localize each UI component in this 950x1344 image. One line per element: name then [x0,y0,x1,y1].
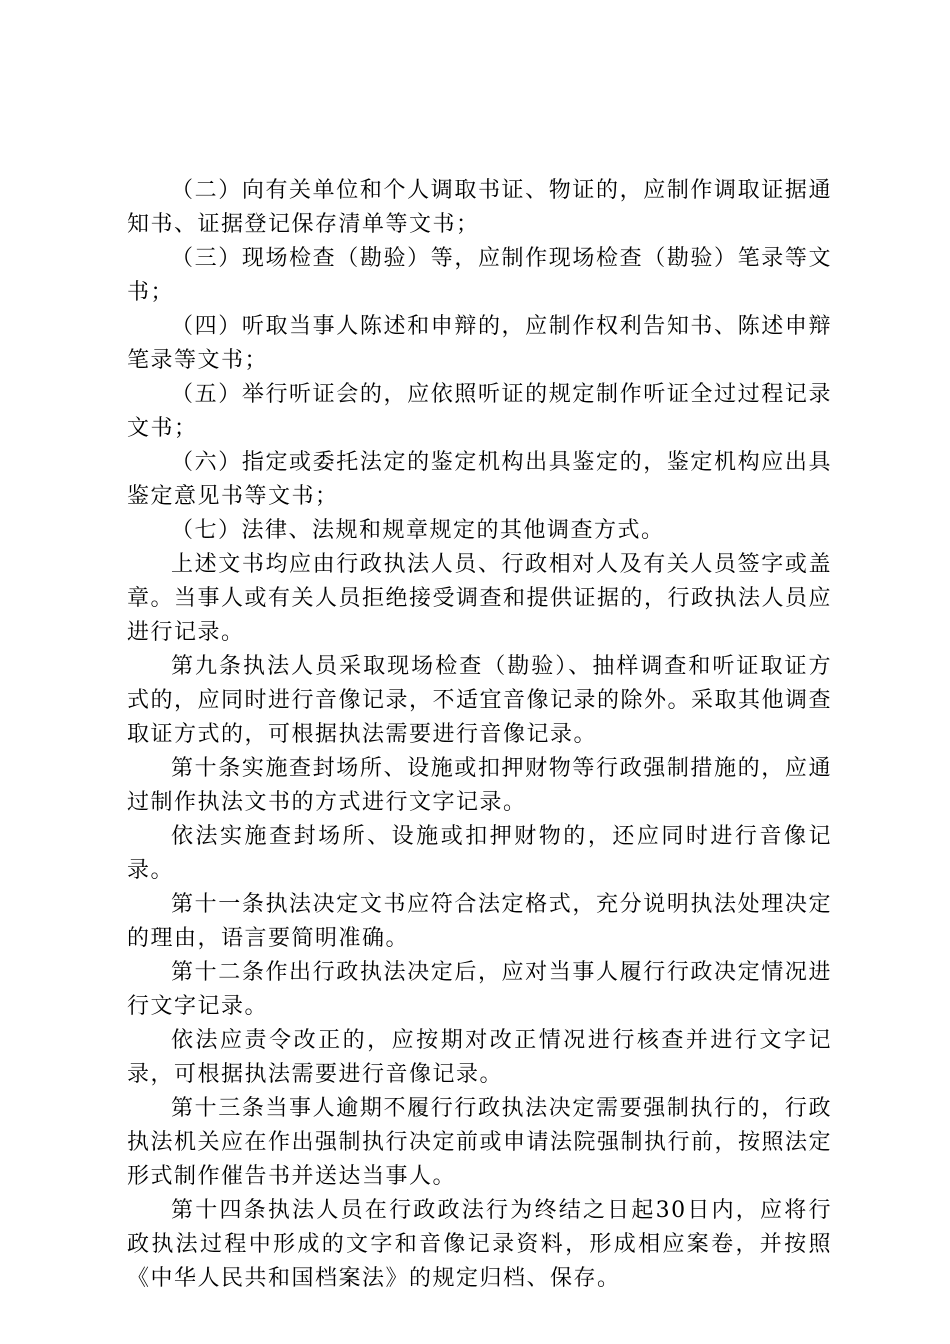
paragraph-clause-2: （二）向有关单位和个人调取书证、物证的，应制作调取证据通知书、证据登记保存清单等文书； [127,178,832,237]
paragraph-clause-6: （六）指定或委托法定的鉴定机构出具鉴定的，鉴定机构应出具鉴定意见书等文书； [127,450,832,509]
paragraph-clause-7: （七）法律、法规和规章规定的其他调查方式。 [171,518,665,543]
document-body [127,174,832,1296]
paragraph-article-14: 第十四条执法人员在行政政法行为终结之日起30日内，应将行政执法过程中形成的文字和音像记录资料，形成相应案卷，并按照《中华人民共和国档案法》的规定归档、保存。 [127,1198,832,1291]
paragraph-clause-4: （四）听取当事人陈述和申辩的，应制作权利告知书、陈述申辩笔录等文书； [127,314,832,373]
paragraph-article-12: 第十二条作出行政执法决定后，应对当事人履行行政决定情况进行文字记录。 [127,960,832,1019]
paragraph-clause-5: （五）举行听证会的，应依照听证的规定制作听证全过过程记录文书； [127,382,832,441]
paragraph-signature-note: 上述文书均应由行政执法人员、行政相对人及有关人员签字或盖章。当事人或有关人员拒绝接受调查和提供证据的，行政执法人员应进行记录。 [127,552,833,645]
paragraph-article-13: 第十三条当事人逾期不履行行政执法决定需要强制执行的，行政执法机关应在作出强制执行决定前或申请法院强制执行前，按照法定形式制作催告书并送达当事人。 [127,1096,833,1189]
paragraph-article-10-supplement: 依法实施查封场所、设施或扣押财物的，还应同时进行音像记录。 [127,824,832,883]
paragraph-article-10: 第十条实施查封场所、设施或扣押财物等行政强制措施的，应通过制作执法文书的方式进行文字记录。 [127,756,832,815]
paragraph-article-11: 第十一条执法决定文书应符合法定格式，充分说明执法处理决定的理由，语言要简明准确。 [127,892,832,951]
paragraph-article-12-supplement: 依法应责令改正的，应按期对改正情况进行核查并进行文字记录，可根据执法需要进行音像记录。 [127,1028,832,1087]
paragraph-clause-3: （三）现场检查（勘验）等，应制作现场检查（勘验）笔录等文书； [127,246,832,305]
paragraph-article-9: 第九条执法人员采取现场检查（勘验）、抽样调查和听证取证方式的，应同时进行音像记录，不适宜音像记录的除外。采取其他调查取证方式的，可根据执法需要进行音像记录。 [127,654,833,747]
